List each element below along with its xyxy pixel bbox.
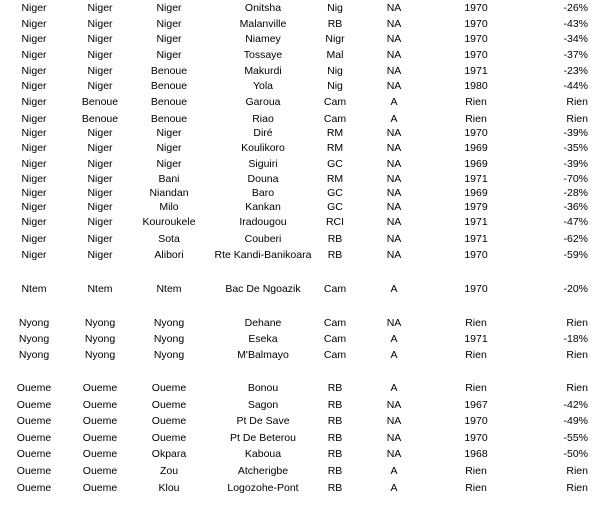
- cell-tributary: Benoue: [150, 96, 188, 108]
- cell-status: NA: [386, 432, 402, 444]
- cell-river: Niger: [87, 187, 113, 199]
- table-row: [0, 397, 608, 413]
- cell-basin: Oueme: [16, 415, 52, 427]
- cell-river: Oueme: [82, 415, 118, 427]
- cell-country: RB: [327, 399, 343, 411]
- cell-station: Siguiri: [248, 158, 278, 170]
- cell-country: GC: [327, 158, 343, 170]
- cell-river: Benoue: [81, 113, 119, 125]
- cell-change: Rien: [566, 349, 588, 361]
- cell-status: NA: [386, 33, 402, 45]
- cell-river: Niger: [87, 249, 113, 261]
- cell-basin: Niger: [21, 173, 47, 185]
- cell-tributary: Zou: [159, 465, 179, 477]
- cell-basin: Niger: [21, 158, 47, 170]
- cell-country: RB: [327, 482, 343, 494]
- cell-status: A: [390, 465, 398, 477]
- cell-country: Nig: [327, 2, 343, 14]
- cell-basin: Nyong: [18, 349, 50, 361]
- cell-year: Rien: [465, 113, 487, 125]
- cell-tributary: Oueme: [151, 432, 187, 444]
- cell-year: 1970: [464, 33, 488, 45]
- cell-status: NA: [386, 18, 402, 30]
- cell-tributary: Oueme: [151, 382, 187, 394]
- cell-year: 1970: [464, 2, 488, 14]
- cell-station: Iradougou: [239, 216, 287, 228]
- cell-basin: Niger: [21, 2, 47, 14]
- cell-river: Niger: [87, 127, 113, 139]
- cell-year: 1970: [464, 432, 488, 444]
- cell-year: 1970: [464, 49, 488, 61]
- cell-status: NA: [386, 127, 402, 139]
- table-row: [0, 331, 608, 347]
- cell-station: Garoua: [245, 96, 281, 108]
- table-row: [0, 0, 608, 16]
- cell-basin: Niger: [21, 33, 47, 45]
- cell-year: 1970: [464, 249, 488, 261]
- cell-country: RB: [327, 465, 343, 477]
- cell-tributary: Nyong: [153, 317, 185, 329]
- cell-year: 1970: [464, 283, 488, 295]
- cell-station: Baro: [251, 187, 275, 199]
- cell-year: 1979: [464, 201, 488, 213]
- table-row: [0, 281, 608, 297]
- cell-basin: Oueme: [16, 448, 52, 460]
- table-row: [0, 446, 608, 462]
- cell-status: A: [390, 113, 398, 125]
- table-row: [0, 125, 608, 141]
- cell-station: Rte Kandi-Banikoara: [214, 249, 312, 261]
- cell-change: Rien: [566, 96, 588, 108]
- cell-basin: Niger: [21, 127, 47, 139]
- cell-change: Rien: [566, 317, 588, 329]
- cell-tributary: Niger: [156, 158, 182, 170]
- cell-basin: Niger: [21, 113, 47, 125]
- cell-tributary: Niandan: [149, 187, 189, 199]
- cell-river: Nyong: [84, 349, 116, 361]
- cell-river: Ntem: [87, 283, 113, 295]
- cell-tributary: Klou: [158, 482, 180, 494]
- table-row: [0, 94, 608, 110]
- cell-year: 1969: [464, 142, 488, 154]
- cell-station: Eseka: [248, 333, 278, 345]
- cell-station: M'Balmayo: [237, 349, 289, 361]
- cell-river: Nyong: [84, 317, 116, 329]
- cell-station: Dehane: [244, 317, 282, 329]
- cell-station: Logozohe-Pont: [227, 482, 299, 494]
- cell-river: Niger: [87, 158, 113, 170]
- cell-tributary: Niger: [156, 142, 182, 154]
- cell-change: -20%: [563, 283, 588, 295]
- table-row: [0, 430, 608, 446]
- cell-river: Niger: [87, 201, 113, 213]
- table-row: [0, 315, 608, 331]
- cell-river: Niger: [87, 2, 113, 14]
- cell-year: 1969: [464, 158, 488, 170]
- cell-country: Nig: [327, 80, 343, 92]
- cell-basin: Niger: [21, 216, 47, 228]
- cell-basin: Niger: [21, 142, 47, 154]
- cell-country: Nigr: [325, 33, 345, 45]
- cell-country: GC: [327, 187, 343, 199]
- cell-status: NA: [386, 49, 402, 61]
- cell-status: NA: [386, 201, 402, 213]
- cell-status: NA: [386, 415, 402, 427]
- cell-year: Rien: [465, 482, 487, 494]
- table-row: [0, 413, 608, 429]
- cell-change: Rien: [566, 482, 588, 494]
- cell-country: Cam: [323, 283, 347, 295]
- cell-status: NA: [386, 233, 402, 245]
- cell-year: Rien: [465, 317, 487, 329]
- cell-change: -37%: [563, 49, 588, 61]
- cell-river: Niger: [87, 33, 113, 45]
- cell-year: 1970: [464, 415, 488, 427]
- cell-river: Benoue: [81, 96, 119, 108]
- cell-river: Oueme: [82, 382, 118, 394]
- cell-basin: Niger: [21, 80, 47, 92]
- table-row: [0, 63, 608, 79]
- cell-river: Niger: [87, 18, 113, 30]
- cell-country: RB: [327, 233, 343, 245]
- cell-station: Diré: [253, 127, 273, 139]
- cell-status: NA: [386, 187, 402, 199]
- cell-year: 1971: [464, 333, 488, 345]
- cell-river: Nyong: [84, 333, 116, 345]
- cell-station: Pt De Beterou: [230, 432, 296, 444]
- cell-station: Tossaye: [243, 49, 283, 61]
- cell-tributary: Alibori: [154, 249, 184, 261]
- cell-basin: Oueme: [16, 399, 52, 411]
- cell-tributary: Benoue: [150, 113, 188, 125]
- cell-change: -39%: [563, 158, 588, 170]
- cell-year: Rien: [465, 382, 487, 394]
- table-row: [0, 31, 608, 47]
- table-row: [0, 347, 608, 363]
- cell-change: -43%: [563, 18, 588, 30]
- cell-change: -55%: [563, 432, 588, 444]
- cell-river: Niger: [87, 216, 113, 228]
- cell-country: RM: [326, 142, 344, 154]
- cell-year: 1970: [464, 127, 488, 139]
- cell-status: A: [390, 482, 398, 494]
- cell-country: RB: [327, 249, 343, 261]
- cell-station: Riao: [252, 113, 274, 125]
- cell-basin: Nyong: [18, 317, 50, 329]
- table-row: [0, 156, 608, 172]
- table-row: [0, 480, 608, 496]
- cell-country: RB: [327, 18, 343, 30]
- cell-tributary: Oueme: [151, 399, 187, 411]
- cell-change: -34%: [563, 33, 588, 45]
- cell-basin: Niger: [21, 18, 47, 30]
- table-row: [0, 247, 608, 263]
- table-row: [0, 214, 608, 230]
- cell-country: RB: [327, 415, 343, 427]
- cell-change: -28%: [563, 187, 588, 199]
- cell-country: Cam: [323, 96, 347, 108]
- cell-river: Oueme: [82, 432, 118, 444]
- cell-station: Pt De Save: [236, 415, 290, 427]
- cell-basin: Niger: [21, 65, 47, 77]
- cell-basin: Niger: [21, 49, 47, 61]
- cell-tributary: Niger: [156, 33, 182, 45]
- table-row: [0, 47, 608, 63]
- cell-change: -36%: [563, 201, 588, 213]
- cell-tributary: Nyong: [153, 349, 185, 361]
- cell-basin: Niger: [21, 201, 47, 213]
- cell-country: Cam: [323, 113, 347, 125]
- cell-station: Niamey: [245, 33, 281, 45]
- cell-river: Oueme: [82, 399, 118, 411]
- cell-change: -23%: [563, 65, 588, 77]
- cell-year: 1971: [464, 65, 488, 77]
- cell-change: -70%: [563, 173, 588, 185]
- cell-country: Cam: [323, 317, 347, 329]
- cell-station: Kankan: [245, 201, 281, 213]
- cell-status: NA: [386, 2, 402, 14]
- cell-basin: Niger: [21, 96, 47, 108]
- cell-status: NA: [386, 216, 402, 228]
- table-row: [0, 199, 608, 215]
- cell-change: -59%: [563, 249, 588, 261]
- cell-river: Oueme: [82, 448, 118, 460]
- cell-tributary: Niger: [156, 127, 182, 139]
- cell-basin: Oueme: [16, 382, 52, 394]
- cell-year: 1967: [464, 399, 488, 411]
- cell-status: A: [390, 96, 398, 108]
- cell-tributary: Niger: [156, 18, 182, 30]
- cell-year: 1980: [464, 80, 488, 92]
- cell-country: RB: [327, 432, 343, 444]
- cell-year: 1969: [464, 187, 488, 199]
- cell-tributary: Benoue: [150, 80, 188, 92]
- cell-status: NA: [386, 448, 402, 460]
- cell-year: 1971: [464, 216, 488, 228]
- cell-year: Rien: [465, 96, 487, 108]
- table-row: [0, 231, 608, 247]
- cell-basin: Oueme: [16, 465, 52, 477]
- cell-tributary: Oueme: [151, 415, 187, 427]
- cell-country: GC: [327, 201, 343, 213]
- cell-basin: Oueme: [16, 482, 52, 494]
- cell-station: Bac De Ngoazik: [225, 283, 301, 295]
- cell-basin: Niger: [21, 187, 47, 199]
- cell-tributary: Bani: [158, 173, 180, 185]
- table-row: [0, 78, 608, 94]
- cell-change: Rien: [566, 465, 588, 477]
- cell-tributary: Niger: [156, 2, 182, 14]
- cell-station: Douna: [247, 173, 279, 185]
- cell-tributary: Ntem: [156, 283, 182, 295]
- cell-year: Rien: [465, 349, 487, 361]
- cell-river: Niger: [87, 80, 113, 92]
- cell-station: Bonou: [247, 382, 279, 394]
- table-row: [0, 140, 608, 156]
- cell-tributary: Benoue: [150, 65, 188, 77]
- cell-change: -35%: [563, 142, 588, 154]
- cell-station: Yola: [252, 80, 274, 92]
- cell-change: -50%: [563, 448, 588, 460]
- cell-country: RB: [327, 382, 343, 394]
- cell-river: Niger: [87, 49, 113, 61]
- cell-status: NA: [386, 158, 402, 170]
- cell-change: Rien: [566, 113, 588, 125]
- cell-change: -26%: [563, 2, 588, 14]
- cell-status: NA: [386, 173, 402, 185]
- cell-river: Oueme: [82, 465, 118, 477]
- cell-station: Couberi: [244, 233, 282, 245]
- cell-status: NA: [386, 65, 402, 77]
- cell-country: RM: [326, 173, 344, 185]
- cell-tributary: Niger: [156, 49, 182, 61]
- cell-basin: Oueme: [16, 432, 52, 444]
- cell-country: Cam: [323, 333, 347, 345]
- cell-tributary: Sota: [158, 233, 180, 245]
- cell-country: RCI: [325, 216, 345, 228]
- cell-change: -44%: [563, 80, 588, 92]
- cell-station: Malanville: [239, 18, 287, 30]
- cell-station: Atcherigbe: [237, 465, 289, 477]
- cell-status: NA: [386, 80, 402, 92]
- cell-river: Niger: [87, 142, 113, 154]
- cell-year: 1970: [464, 18, 488, 30]
- cell-country: Nig: [327, 65, 343, 77]
- cell-country: RB: [327, 448, 343, 460]
- cell-status: NA: [386, 249, 402, 261]
- cell-year: 1971: [464, 173, 488, 185]
- cell-status: NA: [386, 142, 402, 154]
- cell-year: Rien: [465, 465, 487, 477]
- cell-status: A: [390, 283, 398, 295]
- cell-river: Niger: [87, 173, 113, 185]
- cell-tributary: Kouroukele: [142, 216, 196, 228]
- cell-status: NA: [386, 317, 402, 329]
- cell-change: -49%: [563, 415, 588, 427]
- cell-tributary: Milo: [159, 201, 179, 213]
- cell-change: -42%: [563, 399, 588, 411]
- cell-river: Oueme: [82, 482, 118, 494]
- cell-country: Mal: [326, 49, 344, 61]
- cell-change: -62%: [563, 233, 588, 245]
- cell-river: Niger: [87, 65, 113, 77]
- cell-status: NA: [386, 399, 402, 411]
- cell-tributary: Nyong: [153, 333, 185, 345]
- cell-change: -39%: [563, 127, 588, 139]
- cell-basin: Nyong: [18, 333, 50, 345]
- cell-country: RM: [326, 127, 344, 139]
- table-row: [0, 463, 608, 479]
- cell-status: A: [390, 333, 398, 345]
- cell-year: 1971: [464, 233, 488, 245]
- cell-river: Niger: [87, 233, 113, 245]
- cell-change: -47%: [563, 216, 588, 228]
- cell-station: Makurdi: [244, 65, 282, 77]
- cell-status: A: [390, 382, 398, 394]
- cell-tributary: Okpara: [151, 448, 187, 460]
- cell-basin: Niger: [21, 233, 47, 245]
- cell-basin: Ntem: [21, 283, 47, 295]
- cell-year: 1968: [464, 448, 488, 460]
- cell-station: Koulikoro: [241, 142, 285, 154]
- cell-station: Onitsha: [244, 2, 282, 14]
- cell-station: Sagon: [247, 399, 279, 411]
- cell-country: Cam: [323, 349, 347, 361]
- cell-station: Kaboua: [244, 448, 282, 460]
- cell-change: Rien: [566, 382, 588, 394]
- cell-change: -18%: [563, 333, 588, 345]
- table-row: [0, 380, 608, 396]
- cell-basin: Niger: [21, 249, 47, 261]
- table-row: [0, 16, 608, 32]
- cell-status: A: [390, 349, 398, 361]
